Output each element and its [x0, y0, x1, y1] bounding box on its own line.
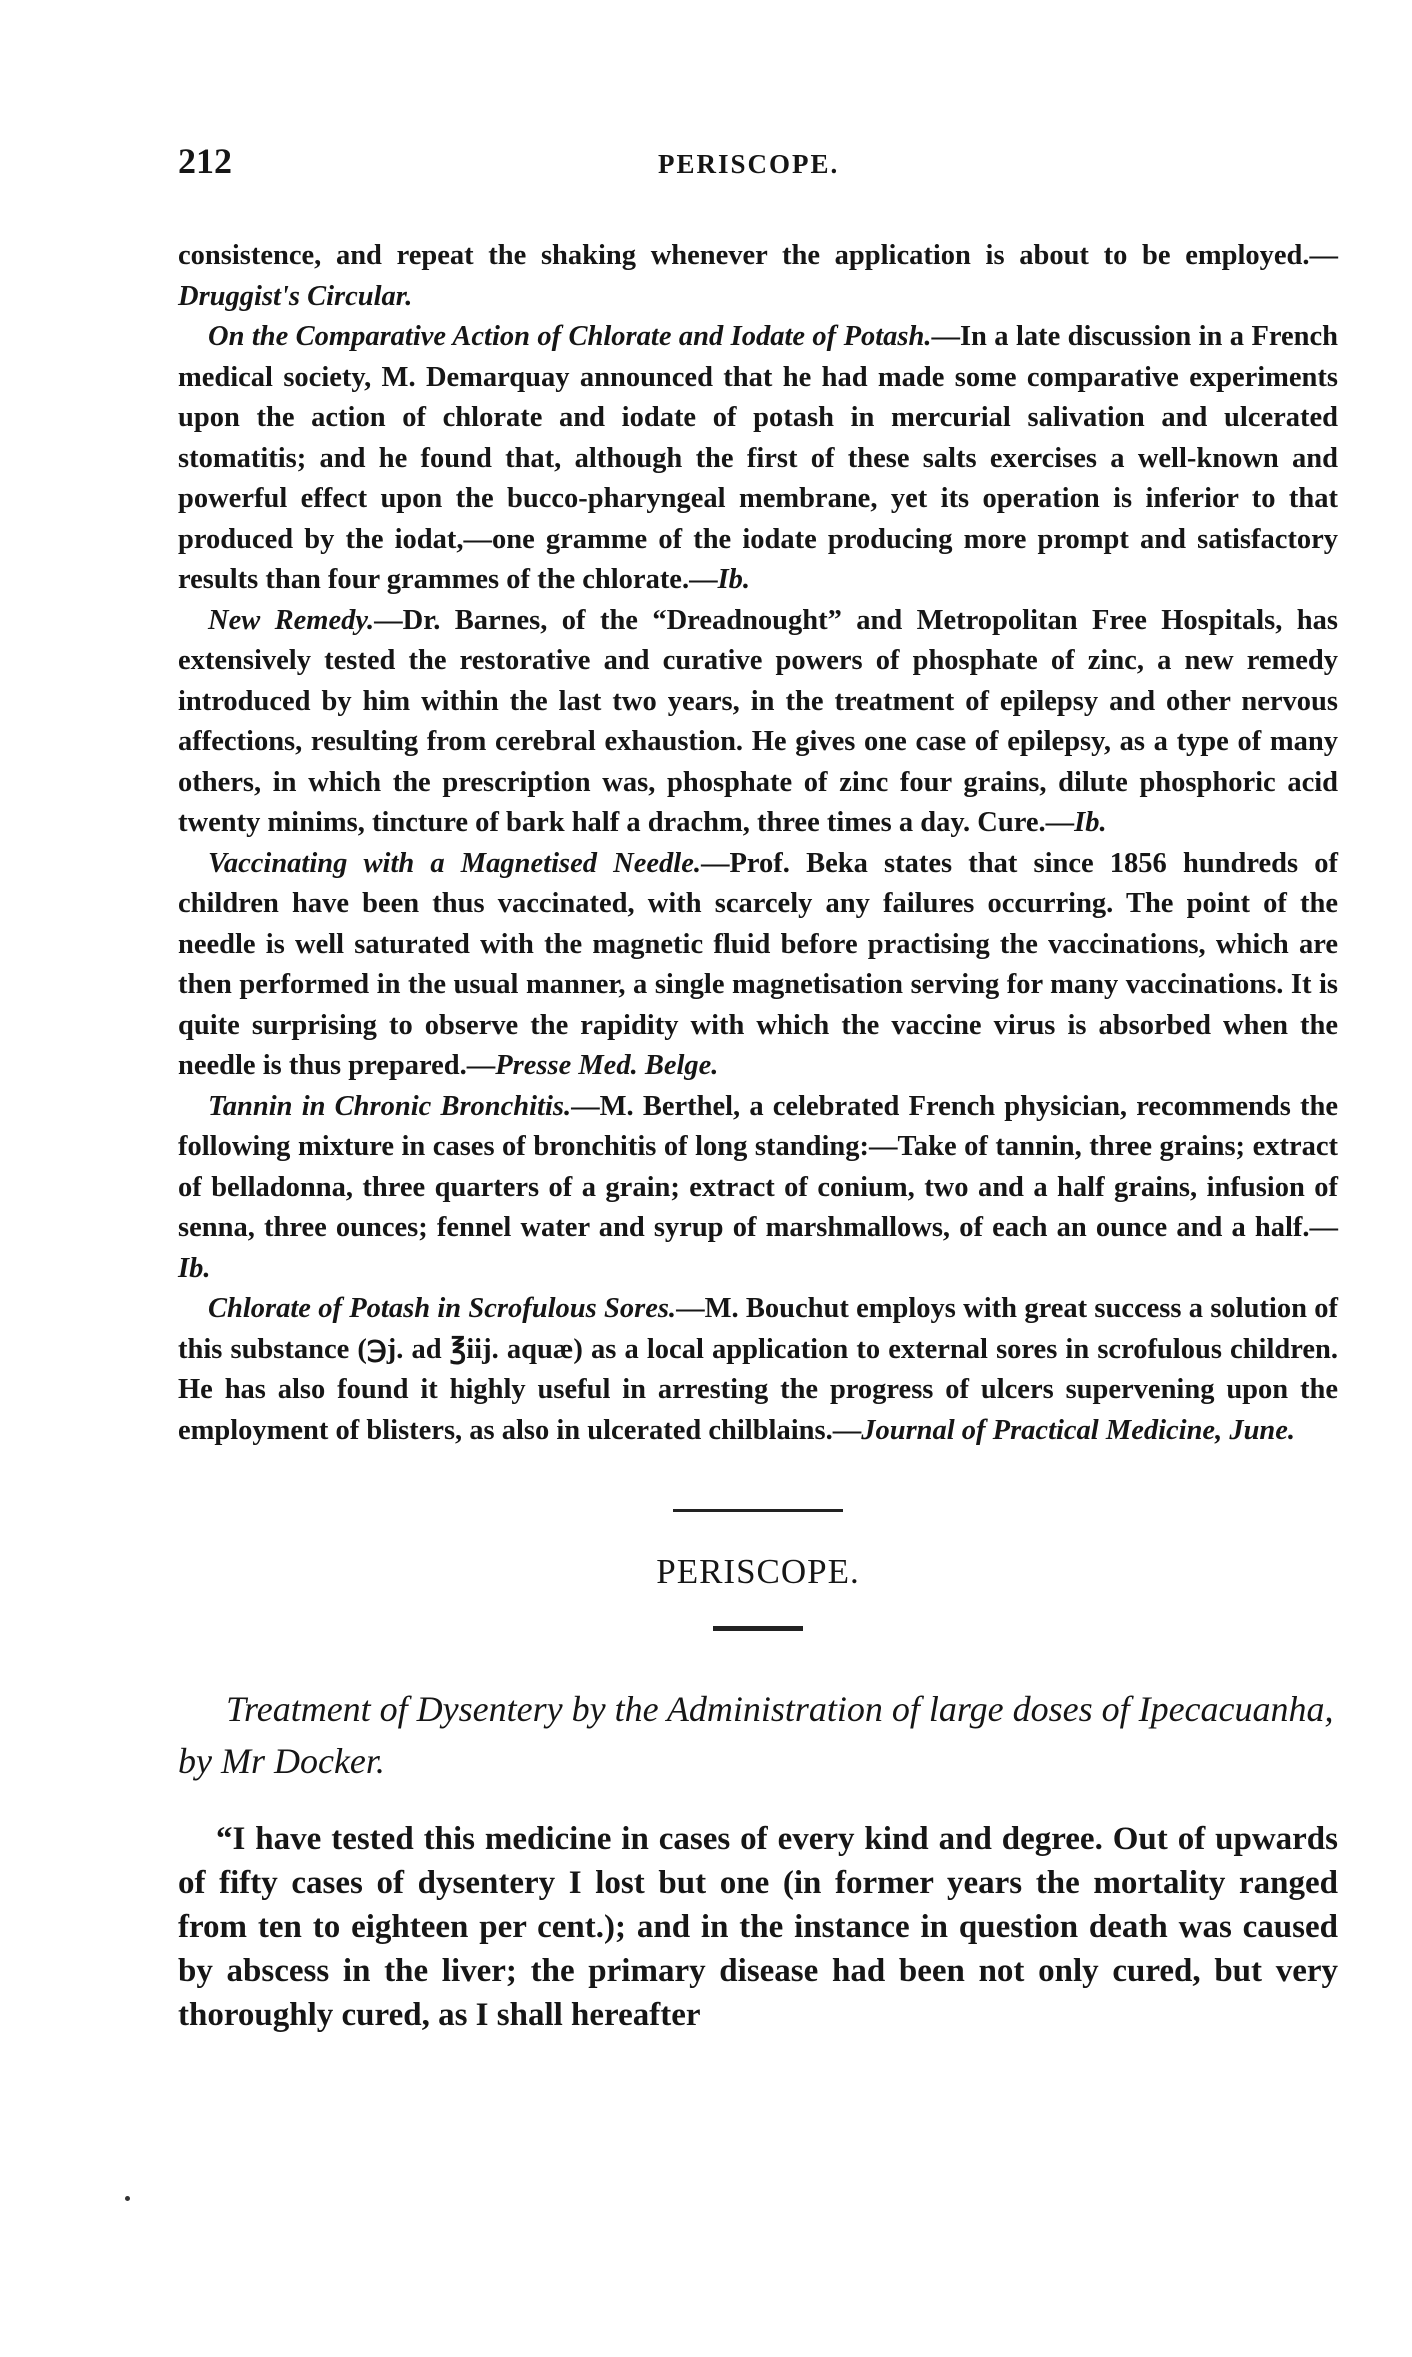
item-source: Ib.: [1074, 807, 1107, 838]
running-header: [178, 140, 1338, 196]
article-title: Treatment of Dysentery by the Administration of large doses of Ipecacuanha, by Mr Docker.: [178, 1689, 1334, 1781]
item-tannin-bronchitis: [178, 1087, 1338, 1290]
item-title: On the Comparative Action of Chlorate and Iodate of Potash.: [208, 321, 932, 352]
item-source: Presse Med. Belge.: [495, 1050, 719, 1081]
section-heading: PERISCOPE.: [656, 1552, 860, 1591]
item-body: —M. Bouchut employs with great success a solution of this substance (℈j. ad ℥iij. aquæ) as a local application to external sores in scrofulous children. He has also found it highly useful in arresting the progress of ulcers supervening upon the employment of blisters, as also in ulcerated chilblains.—: [178, 1293, 1338, 1446]
item-chlorate-scrofulous: [178, 1289, 1338, 1451]
page: [178, 140, 1338, 2037]
item-source: Ib.: [717, 564, 751, 595]
item-body: —In a late discussion in a French medical society, M. Demarquay announced that he had made some comparative experiments upon the action of chlorate and iodate of potash in mercurial salivation and ulcerated stomatitis; and he found that, although the first of these salts exercises a well-known and powerful effect upon the bucco-pharyngeal membrane, yet its operation is inferior to that produced by the iodat,—one gramme of the iodate producing more prompt and satisfactory results than four grammes of the chlorate.—: [178, 321, 1338, 595]
running-title: PERISCOPE.: [658, 149, 840, 179]
continuation-paragraph: [178, 236, 1338, 317]
item-title: New Remedy.: [208, 604, 375, 636]
item-title: Tannin in Chronic Bronchitis.: [208, 1090, 572, 1122]
paragraph-source: Druggist's Circular.: [178, 280, 413, 312]
item-title: Chlorate of Potash in Scrofulous Sores.: [208, 1293, 677, 1324]
margin-speck: [125, 2196, 130, 2201]
item-source: Journal of Practical Medicine, June.: [861, 1414, 1296, 1446]
item-body: —M. Berthel, a celebrated French physician, recommends the following mixture in cases of bronchitis of long standing:—Take of tannin, three grains; extract of belladonna, three quarters of a grain; extract of conium, two and a half grains, infusion of senna, three ounces; fennel water and syrup of marshmallows, of each an ounce and a half.—: [178, 1090, 1339, 1243]
item-body: —Prof. Beka states that since 1856 hundreds of children have been thus vaccinated, with scarcely any failures occurring. The point of the needle is well saturated with the magnetic fluid before practising the vaccinations, which are then performed in the usual manner, a single magnetisation serving for many vaccinations. It is quite surprising to observe the rapidity with which the vaccine virus is absorbed when the needle is thus prepared.—: [178, 847, 1339, 1081]
top-section: [178, 236, 1338, 1451]
heading-underline: [713, 1626, 803, 1631]
item-body: —Dr. Barnes, of the “Dreadnought” and Metropolitan Free Hospitals, has extensively tested the restorative and curative powers of phosphate of zinc, a new remedy introduced by him within the last two years, in the treatment of epilepsy and other nervous affections, resulting from cerebral exhaustion. He gives one case of epilepsy, as a type of many others, in which the prescription was, phosphate of zinc four grains, dilute phosphoric acid twenty minims, tincture of bark half a drachm, three times a day. Cure.—: [178, 604, 1339, 838]
section-divider: [673, 1509, 843, 1512]
item-title: Vaccinating with a Magnetised Needle.: [208, 847, 701, 879]
paragraph-body: consistence, and repeat the shaking whenever the application is about to be employed.—: [178, 240, 1338, 271]
item-comparative-action: [178, 317, 1338, 601]
item-source: Ib.: [178, 1252, 211, 1284]
article-body: “I have tested this medicine in cases of every kind and degree. Out of upwards of fifty cases of dysentery I lost but one (in former years the mortality ranged from ten to eighteen per cent.); and in the instance in question death was caused by abscess in the liver; the primary disease had been not only cured, but very thoroughly cured, as I shall hereafter: [178, 1821, 1338, 2033]
item-magnetised-needle: [178, 844, 1338, 1087]
page-number: 212: [178, 141, 232, 181]
item-new-remedy: [178, 601, 1338, 844]
